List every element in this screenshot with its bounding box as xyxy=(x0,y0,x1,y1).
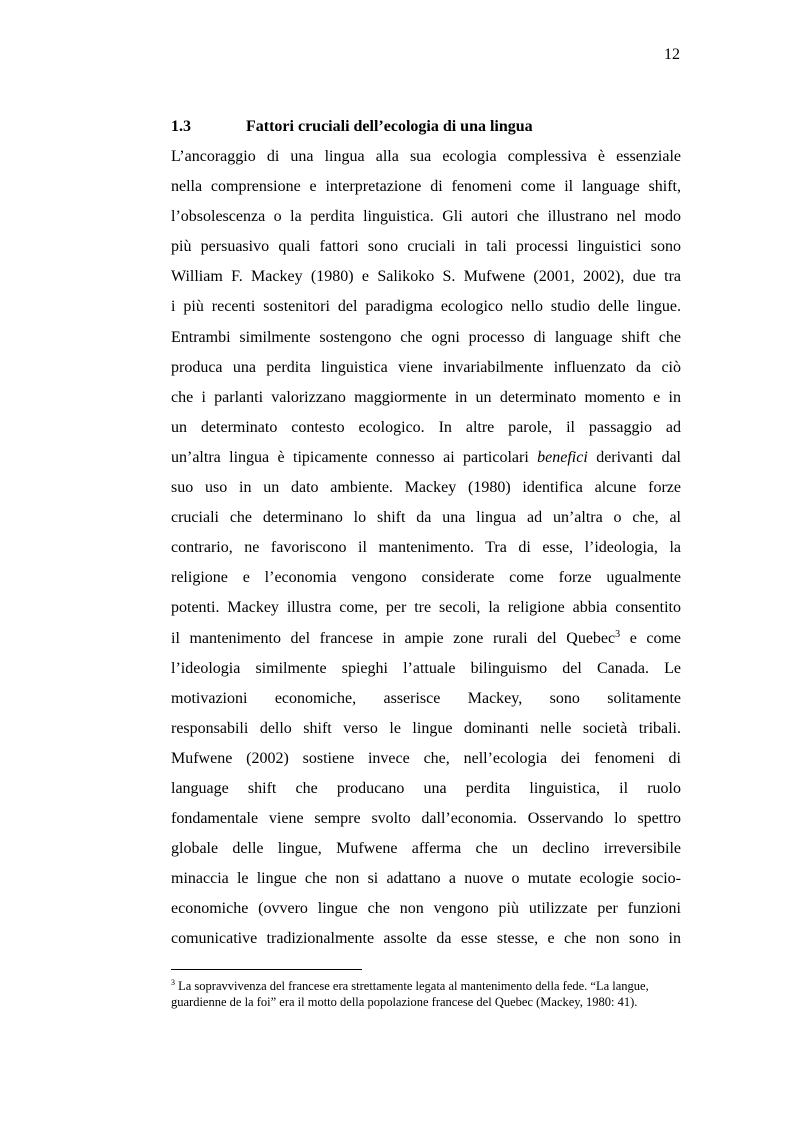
paragraph-line-italic xyxy=(171,443,681,473)
footnote-line xyxy=(171,978,683,994)
page-number: 12 xyxy=(664,46,680,63)
paragraph-line: Mufwene (2002) sostiene invece che, nell’ecologia dei fenomeni di xyxy=(171,749,681,767)
section xyxy=(171,112,681,955)
paragraph-line: religione e l’economia vengono considerate come forze ugualmente xyxy=(171,569,681,587)
paragraph-line: responsabili dello shift verso le lingue dominanti nelle società tribali. xyxy=(171,719,681,737)
paragraph-line: economiche (ovvero lingue che non vengono più utilizzate per funzioni xyxy=(171,900,681,918)
paragraph-line: un determinato contesto ecologico. In altre parole, il passaggio ad xyxy=(171,418,681,436)
line-text: e come xyxy=(620,629,681,647)
footnote-marker: 3 xyxy=(171,978,175,987)
paragraph-line: potenti. Mackey illustra come, per tre secoli, la religione abbia consentito xyxy=(171,599,681,617)
paragraph-line: language shift che producano una perdita linguistica, il ruolo xyxy=(171,779,681,797)
paragraph-line: l’obsolescenza o la perdita linguistica. Gli autori che illustrano nel modo xyxy=(171,208,681,226)
line-text: un’altra lingua è tipicamente connesso ai particolari xyxy=(171,448,538,466)
paragraph-line: produca una perdita linguistica viene invariabilmente influenzato da ciò xyxy=(171,358,681,376)
paragraph-line: i più recenti sostenitori del paradigma ecologico nello studio delle lingue. xyxy=(171,298,681,316)
paragraph-line: l’ideologia similmente spieghi l’attuale bilinguismo del Canada. Le xyxy=(171,659,681,677)
footnote xyxy=(171,978,683,1010)
paragraph-line: L’ancoraggio di una lingua alla sua ecologia complessiva è essenziale xyxy=(171,148,681,165)
footnote-reference[interactable]: 3 xyxy=(615,628,621,640)
paragraph-line-footnote-ref xyxy=(171,624,681,654)
paragraph-line: minaccia le lingue che non si adattano a nuove o mutate ecologie socio- xyxy=(171,870,681,888)
paragraph-line: Entrambi similmente sostengono che ogni processo di language shift che xyxy=(171,328,681,346)
line-text: derivanti dal xyxy=(587,448,681,466)
footnote-line: guardienne de la foi” era il motto della popolazione francese del Quebec (Mackey, 1980: 41). xyxy=(171,995,638,1009)
section-title: Fattori cruciali dell’ecologia di una lingua xyxy=(246,118,533,135)
section-heading xyxy=(171,112,681,142)
paragraph-line: più persuasivo quali fattori sono cruciali in tali processi linguistici sono xyxy=(171,238,681,256)
paragraph-line: comunicative tradizionalmente assolte da esse stesse, e che non sono in xyxy=(171,930,681,948)
paragraph-line: che i parlanti valorizzano maggiormente in un determinato momento e in xyxy=(171,388,681,406)
paragraph-line: contrario, ne favoriscono il mantenimento. Tra di esse, l’ideologia, la xyxy=(171,539,681,557)
paragraph-line: cruciali che determinano lo shift da una lingua ad un’altra o che, al xyxy=(171,509,681,527)
paragraph-line: suo uso in un dato ambiente. Mackey (1980) identifica alcune forze xyxy=(171,479,681,497)
section-number: 1.3 xyxy=(171,118,191,135)
footnote-text: La sopravvivenza del francese era strettamente legata al mantenimento della fede. “La langue, xyxy=(175,979,649,993)
paragraph-line: nella comprensione e interpretazione di fenomeni come il language shift, xyxy=(171,178,681,196)
italic-term: benefici xyxy=(537,448,588,466)
paragraph-line: William F. Mackey (1980) e Salikoko S. Mufwene (2001, 2002), due tra xyxy=(171,268,681,286)
body-paragraph xyxy=(171,142,681,955)
paragraph-line: fondamentale viene sempre svolto dall’economia. Osservando lo spettro xyxy=(171,810,681,828)
footnote-divider xyxy=(171,969,362,970)
paragraph-line: motivazioni economiche, asserisce Mackey, sono solitamente xyxy=(171,689,681,707)
line-text: il mantenimento del francese in ampie zone rurali del Quebec xyxy=(171,629,616,647)
paragraph-line: globale delle lingue, Mufwene afferma che un declino irreversibile xyxy=(171,840,681,858)
